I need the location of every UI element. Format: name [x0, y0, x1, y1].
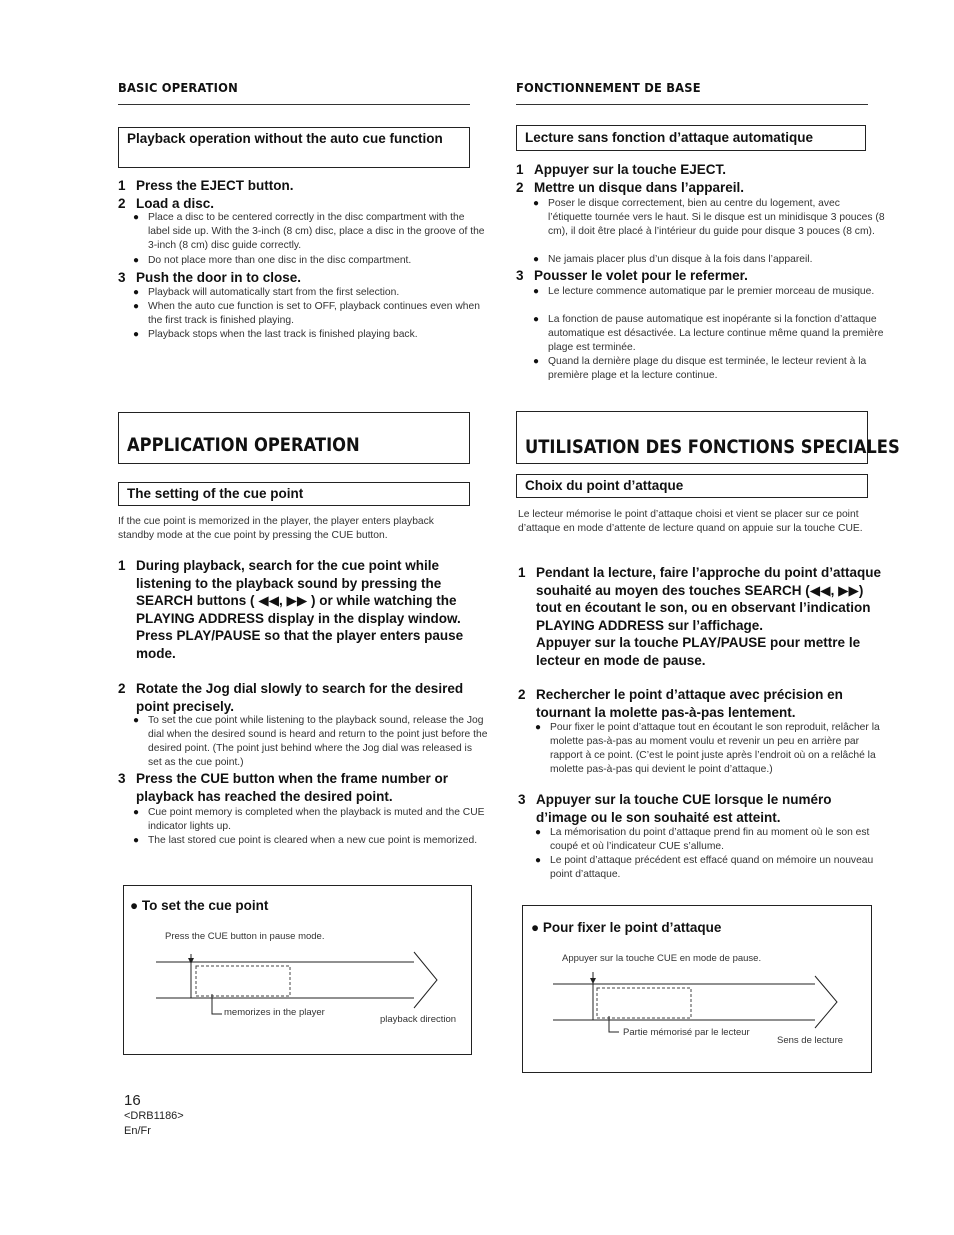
bullet-item: ● Poser le disque correctement, bien au centre du logement, avec l’étiquette tournée vers le haut. Si le disque est un minidisque 3 pouces (8 cm), il doit être placé à l’intérieur du guide pour disque 3 pouces (8 cm).	[533, 198, 885, 237]
page-number: 16	[124, 1092, 141, 1109]
document-code: <DRB1186>	[124, 1110, 184, 1122]
step-press-cue: 3 Press the CUE button when the frame number or playback has reached the desired point.	[118, 771, 449, 804]
label-direction: playback direction	[380, 1014, 457, 1025]
playback-diagram	[124, 886, 471, 1054]
subsection-box-playback	[118, 127, 470, 168]
bullet-item: ● Do not place more than one disc in the disc compartment.	[133, 255, 412, 266]
intro-paragraph: Le lecteur mémorise le point d’attaque choisi et vient se placer sur ce point d’attaque en mode d’attente de lecture quand on appuie sur la touche CUE.	[518, 509, 863, 534]
cue-marker-head	[590, 978, 596, 984]
step-load-disc: 2 Load a disc.	[118, 196, 215, 211]
label-direction: Sens de lecture	[777, 1035, 844, 1046]
subsection-title: Playback operation without the auto cue function	[127, 131, 443, 146]
section-header-fonctionnement: FONCTIONNEMENT DE BASE	[516, 80, 701, 95]
section-header-basic-operation: BASIC OPERATION	[118, 80, 238, 95]
section-box-application	[118, 412, 470, 464]
subsection-box-choix	[516, 474, 868, 498]
diagram-title: ● Pour fixer le point d’attaque	[531, 920, 722, 935]
bullet-item: ● La fonction de pause automatique est inopérante si la fonction d’attaque automatique est désactivée. La lecture continue même quand la première plage est terminée.	[533, 314, 884, 353]
header-rule	[118, 104, 470, 105]
step-load-disc: 2 Mettre un disque dans l’appareil.	[516, 180, 745, 195]
intro-paragraph: If the cue point is memorized in the player, the player enters playback standby mode at the cue point by pressing the CUE button.	[118, 516, 434, 541]
bullet-item: ● When the auto cue function is set to OFF, playback continues even when the first track is finished playing.	[133, 301, 480, 326]
step-jog-dial: 2 Rechercher le point d’attaque avec précision en tournant la molette pas-à-pas lentement.	[518, 687, 843, 720]
diagram-box-point-attaque	[522, 905, 872, 1073]
step-search: 1 During playback, search for the cue point while listening to the playback sound by pressing the SEARCH buttons ( ◀◀, ▶▶ ) or while watching the PLAYING ADDRESS display in the display window. Press PLAY/PAUSE so that the player enters pause mode.	[118, 558, 464, 661]
subsection-title: Lecture sans fonction d’attaque automatique	[525, 130, 814, 145]
diagram-box-cue-point	[123, 885, 472, 1055]
playback-diagram	[523, 906, 871, 1072]
bullet-item: ● Pour fixer le point d’attaque tout en écoutant le son reproduit, relâcher la molette pas-à-pas au moment voulu et revenir un peu en arrière par rapport à ce point. (C’est le point juste après l’endroit où on a relâché la molette pas-à-pas qui devient le point d’attaque.)	[535, 722, 880, 775]
bullet-item: ● Playback will automatically start from the first selection.	[133, 287, 400, 298]
bullet-item: ● The last stored cue point is cleared when a new cue point is memorized.	[133, 835, 478, 846]
section-box-utilisation	[516, 411, 900, 464]
bullet-item: ● Ne jamais placer plus d’un disque à la fois dans l’appareil.	[533, 254, 813, 265]
step-jog-dial: 2 Rotate the Jog dial slowly to search for the desired point precisely.	[118, 681, 464, 714]
step-eject: 1 Press the EJECT button.	[118, 178, 294, 193]
arrow-head	[815, 976, 837, 1028]
arrow-head	[414, 952, 437, 1008]
cue-marker-head	[188, 958, 194, 964]
step-eject: 1 Appuyer sur la touche EJECT.	[516, 162, 727, 177]
section-title: APPLICATION OPERATION	[127, 434, 360, 456]
header-rule	[516, 104, 868, 105]
subsection-title: The setting of the cue point	[127, 486, 304, 501]
bullet-item: ● Quand la dernière plage du disque est terminée, le lecteur revient à la première plage et la lecture continue.	[533, 356, 867, 381]
step-close-door: 3 Pousser le volet pour le refermer.	[516, 268, 748, 283]
step-close-door: 3 Push the door in to close.	[118, 270, 302, 285]
subsection-box-lecture	[516, 125, 866, 151]
bullet-item: ● Place a disc to be centered correctly in the disc compartment with the label side up. With the 3-inch (8 cm) disc, place a disc in the groove of the 3-inch (8 cm) disc guide correctly.	[133, 212, 485, 251]
bullet-item: ● Cue point memory is completed when the playback is muted and the CUE indicator lights up.	[133, 807, 485, 832]
subsection-title: Choix du point d’attaque	[525, 478, 684, 493]
section-title: UTILISATION DES FONCTIONS SPECIALES	[525, 436, 900, 458]
diagram-caption: Appuyer sur la touche CUE en mode de pause.	[562, 953, 762, 964]
label-memorized: Partie mémorisé par le lecteur	[623, 1027, 750, 1038]
language-code: En/Fr	[124, 1125, 151, 1137]
step-press-cue: 3 Appuyer sur la touche CUE lorsque le numéro d’image ou le son souhaité est atteint.	[518, 792, 832, 825]
memorized-leader	[212, 994, 222, 1014]
bullet-item: ● Le point d’attaque précédent est effacé quand on mémoire un nouveau point d’attaque.	[535, 855, 874, 880]
bullet-item: ● La mémorisation du point d’attaque prend fin au moment où le son est coupé et où l’indicateur CUE s’allume.	[535, 827, 870, 852]
bullet-item: ● Playback stops when the last track is finished playing back.	[133, 329, 418, 340]
diagram-title: ● To set the cue point	[130, 898, 269, 913]
step-search: 1 Pendant la lecture, faire l’approche du point d’attaque souhaité au moyen des touches SEARCH (◀◀, ▶▶) tout en écoutant le son, ou en observant l’indication PLAYING ADDRESS sur l’affichage. Appuyer sur la touche PLAY/PAUSE pour mettre le lecteur en mode de pause.	[518, 565, 882, 668]
bullet-item: ● To set the cue point while listening to the playback sound, release the Jog dial when the desired sound is heard and return to the point just before the desired point. (The point just behind where the Jog dial was released is set as the cue point.)	[133, 715, 488, 768]
label-memorized: memorizes in the player	[224, 1007, 325, 1018]
memorized-region	[196, 966, 290, 996]
diagram-caption: Press the CUE button in pause mode.	[165, 931, 325, 942]
bullet-item: ● Le lecture commence automatique par le premier morceau de musique.	[533, 286, 875, 297]
subsection-box-cue-point	[118, 482, 470, 506]
memorized-region	[597, 988, 691, 1018]
